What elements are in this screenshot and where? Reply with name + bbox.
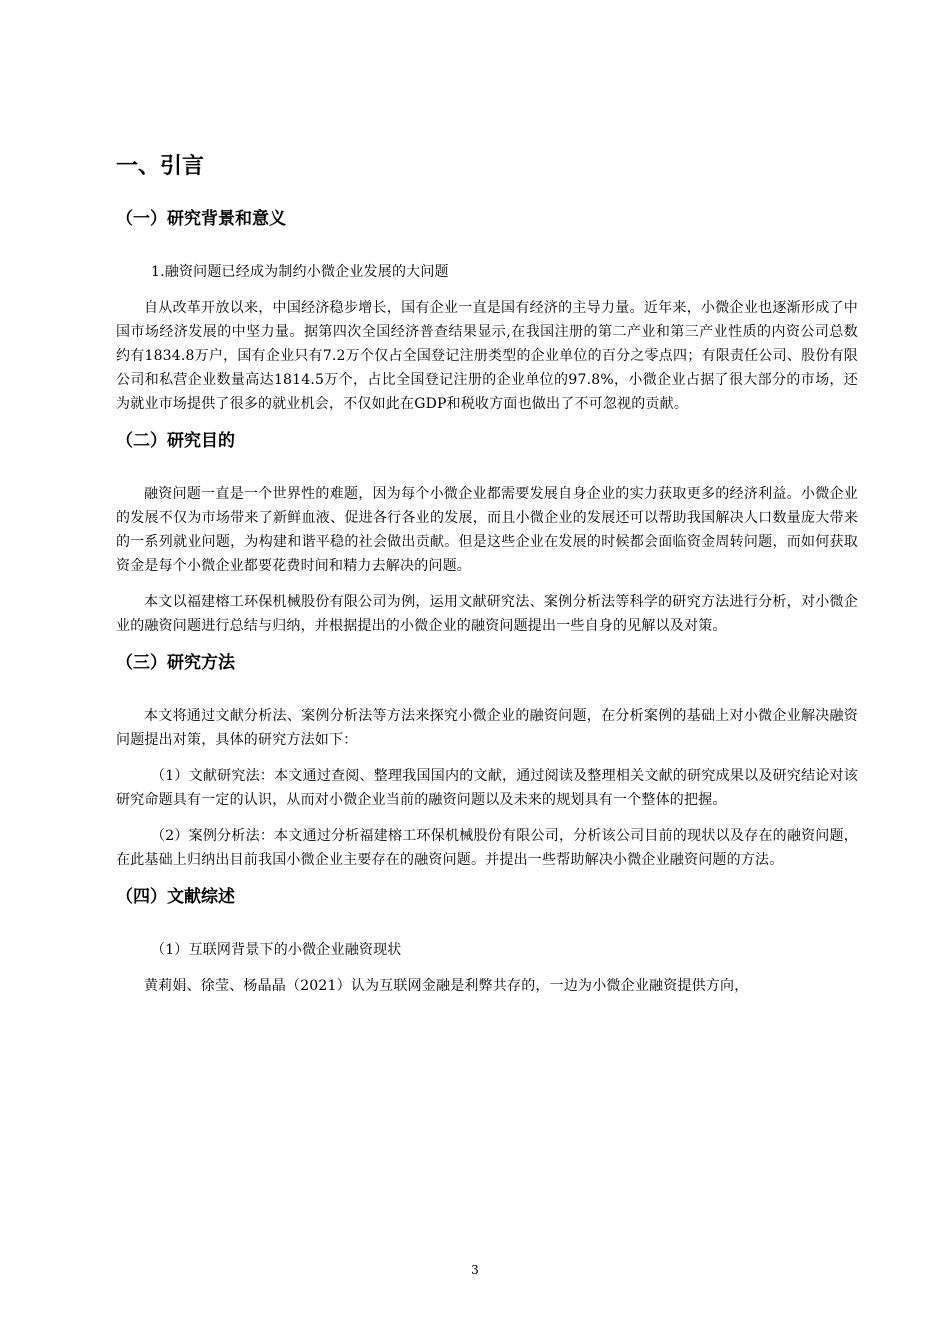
method-item: （2）案例分析法：本文通过分析福建榕工环保机械股份有限公司，分析该公司目前的现状以及存在的融资问题，在此基础上归纳出目前我国小微企业主要存在的融资问题。并提出一些帮助解决小微企业融资问题的方法。 <box>116 828 858 868</box>
body-paragraph: 黄莉娟、徐莹、杨晶晶（2021）认为互联网金融是利弊共存的，一边为小微企业融资提供方向， <box>144 978 749 994</box>
section-heading-methods: （三）研究方法 <box>116 653 235 673</box>
subsection-title: （1）互联网背景下的小微企业融资现状 <box>151 942 402 958</box>
body-paragraph: 本文以福建榕工环保机械股份有限公司为例，运用文献研究法、案例分析法等科学的研究方法进行分析，对小微企业的融资问题进行总结与归纳，并根据提出的小微企业的融资问题提出一些自身的见解以及对策。 <box>116 594 858 634</box>
section-heading-literature-review: （四）文献综述 <box>116 887 235 907</box>
subsection-title: 1.融资问题已经成为制约小微企业发展的大问题 <box>151 264 449 280</box>
section-heading-purpose: （二）研究目的 <box>116 431 235 451</box>
method-item: （1）文献研究法：本文通过查阅、整理我国国内的文献，通过阅读及整理相关文献的研究成果以及研究结论对该研究命题具有一定的认识，从而对小微企业当前的融资问题以及未来的规划具有一个整体的把握。 <box>116 768 858 808</box>
body-paragraph: 本文将通过文献分析法、案例分析法等方法来探究小微企业的融资问题，在分析案例的基础上对小微企业解决融资问题提出对策，具体的研究方法如下： <box>116 708 858 748</box>
page-content <box>116 150 858 1010</box>
body-paragraph: 融资问题一直是一个世界性的难题，因为每个小微企业都需要发展自身企业的实力获取更多的经济利益。小微企业的发展不仅为市场带来了新鲜血液、促进各行各业的发展，而且小微企业的发展还可以帮助我国解决人口数量庞大带来的一系列就业问题，为构建和谐平稳的社会做出贡献。但是这些企业在发展的时候都会面临资金周转问题，而如何获取资金是每个小微企业都要花费时间和精力去解决的问题。 <box>116 486 858 574</box>
section-heading-background: （一）研究背景和意义 <box>116 209 286 229</box>
body-paragraph: 自从改革开放以来，中国经济稳步增长，国有企业一直是国有经济的主导力量。近年来，小微企业也逐渐形成了中国市场经济发展的中坚力量。据第四次全国经济普查结果显示,在我国注册的第二产业和第三产业性质的内资公司总数约有1834.8万户，国有企业只有7.2万个仅占全国登记注册类型的企业单位的百分之零点四；有限责任公司、股份有限公司和私营企业数量高达1814.5万个，占比全国登记注册的企业单位的97.8%，小微企业占据了很大部分的市场，还为就业市场提供了很多的就业机会，不仅如此在GDP和税收方面也做出了不可忽视的贡献。 <box>116 300 858 412</box>
page-number: 3 <box>471 1263 479 1277</box>
chapter-title: 一、引言 <box>116 154 205 179</box>
